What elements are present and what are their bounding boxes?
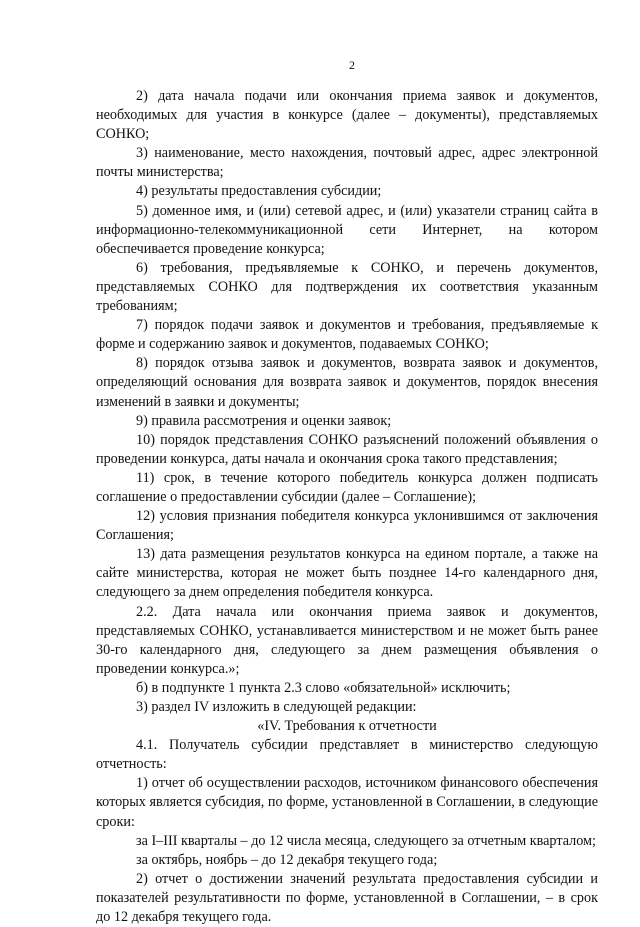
paragraph-deadline-oct-nov: за октябрь, ноябрь – до 12 декабря текущего года; [136,851,438,868]
paragraph-report-1: 1) отчет об осуществлении расходов, источником финансового обеспечения которых является субсидия, по форме, установленной в Соглашении, в следующие сроки: [96,775,598,830]
paragraph-item-5: 5) доменное имя, и (или) сетевой адрес, и (или) указатели страниц сайта в информационно-телекоммуникационной сети Интернет, на котором обеспечивается проведение конкурса; [96,202,598,257]
paragraph-item-10: 10) порядок представления СОНКО разъяснений положений объявления о проведении конкурса, даты начала и окончания срока такого представления; [96,431,598,467]
paragraph-item-2: 2) дата начала подачи или окончания приема заявок и документов, необходимых для участия в конкурсе (далее – документы), представляемых СОНКО; [96,88,598,143]
paragraph-item-3: 3) наименование, место нахождения, почтовый адрес, адрес электронной почты министерства; [96,145,598,181]
paragraph-item-6: 6) требования, предъявляемые к СОНКО, и перечень документов, представляемых СОНКО для подтверждения их соответствия указанным требованиям; [96,259,598,315]
paragraph-clause-2-2: 2.2. Дата начала или окончания приема заявок и документов, представляемых СОНКО, устанавливается министерством и не может быть ранее 30-го календарного дня, следующего за днем размещения объявления о проведении конкурса.»; [96,603,598,677]
paragraph-deadline-quarters: за I–III кварталы – до 12 числа месяца, следующего за отчетным кварталом; [136,832,596,849]
paragraph-item-12: 12) условия признания победителя конкурса уклонившимся от заключения Соглашения; [96,508,598,544]
paragraph-item-13: 13) дата размещения результатов конкурса на едином портале, а также на сайте министерства, которая не может быть позднее 14-го календарного дня, следующего за днем определения победителя конкурса. [96,546,598,601]
paragraph-item-7: 7) порядок подачи заявок и документов и требования, предъявляемые к форме и содержанию заявок и документов, подаваемых СОНКО; [96,317,598,353]
paragraph-item-8: 8) порядок отзыва заявок и документов, возврата заявок и документов, определяющий основания для возврата заявок и документов, порядок внесения изменений в заявки и документы; [96,355,598,410]
paragraph-report-2: 2) отчет о достижении значений результата предоставления субсидии и показателей результативности по форме, установленной в Соглашении, – в срок до 12 декабря текущего года. [96,870,598,926]
paragraph-item-11: 11) срок, в течение которого победитель конкурса должен подписать соглашение о предоставлении субсидии (далее – Соглашение); [96,469,598,505]
section-heading: «IV. Требования к отчетности [257,718,437,735]
paragraph-item-9: 9) правила рассмотрения и оценки заявок; [136,412,392,429]
page-number: 2 [349,58,355,72]
paragraph-clause-4-1: 4.1. Получатель субсидии представляет в министерство следующую отчетность: [96,737,598,773]
paragraph-amendment-3: 3) раздел IV изложить в следующей редакции: [136,699,417,715]
document-body [96,87,598,927]
paragraph-item-4: 4) результаты предоставления субсидии; [136,183,382,200]
paragraph-amendment-b: б) в подпункте 1 пункта 2.3 слово «обязательной» исключить; [136,679,511,696]
